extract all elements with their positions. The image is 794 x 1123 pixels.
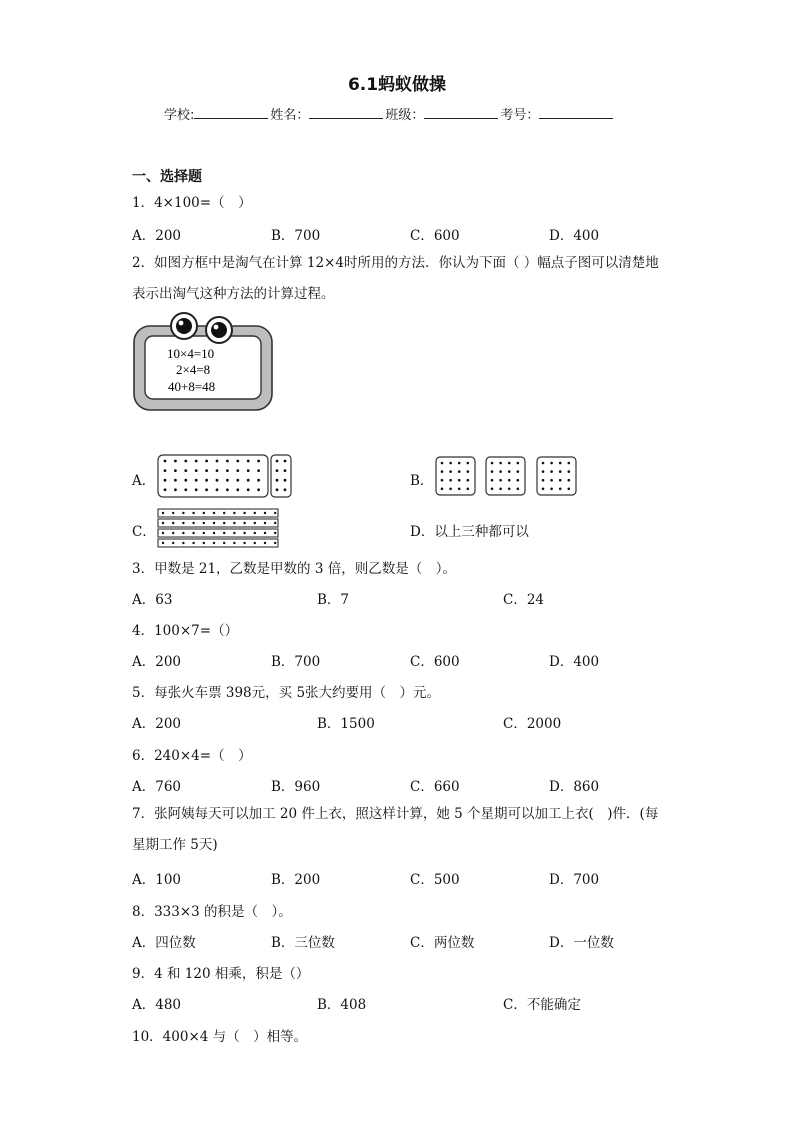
q3-option-b[interactable]: B．7 [317, 592, 350, 608]
dot [508, 470, 511, 473]
dot [458, 488, 461, 491]
dot [213, 522, 215, 524]
dot [274, 512, 276, 514]
dot [203, 522, 205, 524]
dot [205, 479, 208, 482]
dot [213, 542, 215, 544]
q4-option-d[interactable]: D．400 [549, 654, 600, 670]
dot [491, 488, 494, 491]
q8-option-b[interactable]: B．三位数 [271, 935, 335, 951]
exam-no-label: 考号： [500, 108, 540, 123]
dot [174, 460, 177, 463]
dot [172, 542, 174, 544]
dot [517, 479, 520, 482]
dot [517, 462, 520, 465]
q7-option-a[interactable]: A．100 [132, 872, 182, 888]
dot [226, 479, 229, 482]
question-6-stem: 6．240×4=（ ） [132, 748, 252, 764]
dot [192, 512, 194, 514]
dot [184, 479, 187, 482]
dot-grid-option-b [434, 456, 580, 498]
dot [164, 460, 167, 463]
figure-line-1: 10×4=10 [167, 346, 215, 361]
dot [223, 542, 225, 544]
dot [174, 479, 177, 482]
dot [274, 522, 276, 524]
dot [205, 460, 208, 463]
q2-option-d[interactable]: D．以上三种都可以 [410, 524, 529, 540]
dot [508, 479, 511, 482]
dot [276, 469, 279, 472]
question-7-stem: 7．张阿姨每天可以加工 20 件上衣，照这样计算，她 5 个星期可以加工上衣( )件．(每星期工作 5天) [132, 806, 659, 853]
dot [568, 479, 571, 482]
dot [236, 469, 239, 472]
dot [550, 488, 553, 491]
dot [195, 488, 198, 491]
dot [223, 532, 225, 534]
dot-grid-10x4 [164, 460, 260, 492]
dot [226, 469, 229, 472]
q2-option-a[interactable]: A． [132, 473, 156, 489]
q1-option-a[interactable]: A．200 [132, 228, 182, 244]
dot [467, 488, 470, 491]
dot [284, 469, 287, 472]
dot [243, 532, 245, 534]
name-field[interactable] [309, 105, 383, 119]
dot [568, 462, 571, 465]
dot [499, 462, 502, 465]
dot [441, 470, 444, 473]
q4-option-c[interactable]: C．600 [410, 654, 460, 670]
q1-option-c[interactable]: C．600 [410, 228, 460, 244]
section-title: 一、选择题 [132, 169, 202, 185]
q6-option-b[interactable]: B．960 [271, 779, 321, 795]
dot [247, 488, 250, 491]
dot [458, 462, 461, 465]
dot [254, 542, 256, 544]
dot [162, 512, 164, 514]
question-8-stem: 8．333×3 的积是（ ）。 [132, 904, 292, 920]
q8-option-a[interactable]: A．四位数 [132, 935, 196, 951]
dot [192, 522, 194, 524]
dot [236, 488, 239, 491]
q2-option-c[interactable]: C． [132, 524, 156, 540]
dot [559, 479, 562, 482]
dot [458, 470, 461, 473]
dot [491, 462, 494, 465]
q5-option-b[interactable]: B．1500 [317, 716, 375, 732]
dot [467, 479, 470, 482]
dot [247, 460, 250, 463]
dot [264, 532, 266, 534]
dot [182, 512, 184, 514]
q9-option-a[interactable]: A．480 [132, 997, 182, 1013]
dot [550, 470, 553, 473]
tablet-with-eyes-figure [130, 312, 278, 412]
school-label: 学校: [164, 108, 195, 123]
q6-option-d[interactable]: D．860 [549, 779, 600, 795]
dot [184, 460, 187, 463]
dot [542, 479, 545, 482]
dot [276, 460, 279, 463]
dot [257, 460, 260, 463]
q5-option-a[interactable]: A．200 [132, 716, 182, 732]
dot [441, 488, 444, 491]
dot [568, 470, 571, 473]
dot [254, 522, 256, 524]
dot [276, 479, 279, 482]
dot [243, 522, 245, 524]
dot [449, 479, 452, 482]
dot [257, 469, 260, 472]
question-9-stem: 9．4 和 120 相乘，积是（） [132, 966, 310, 982]
dot [517, 488, 520, 491]
dot [223, 522, 225, 524]
dot [216, 488, 219, 491]
dot [449, 462, 452, 465]
dot [195, 479, 198, 482]
dot [226, 460, 229, 463]
dot [491, 479, 494, 482]
dot [182, 532, 184, 534]
question-10-stem: 10．400×4 与（ ）相等。 [132, 1029, 308, 1045]
dot [550, 462, 553, 465]
dot [233, 542, 235, 544]
dot [254, 532, 256, 534]
name-label: 姓名： [270, 108, 310, 123]
dot [542, 462, 545, 465]
dot [226, 488, 229, 491]
dot [182, 522, 184, 524]
dot [174, 488, 177, 491]
class-label: 班级： [385, 108, 425, 123]
q7-option-c[interactable]: C．500 [410, 872, 460, 888]
question-4-stem: 4．100×7=（） [132, 623, 239, 639]
dot [172, 512, 174, 514]
dot [449, 470, 452, 473]
dot [491, 470, 494, 473]
dot [550, 479, 553, 482]
dot [499, 470, 502, 473]
dot [542, 488, 545, 491]
dot [205, 469, 208, 472]
dot [559, 462, 562, 465]
dot [458, 479, 461, 482]
dot [257, 488, 260, 491]
dot [174, 469, 177, 472]
dot [257, 479, 260, 482]
question-2-stem: 2．如图方框中是淘气在计算 12×4时所用的方法．你认为下面（ ）幅点子图可以清楚地表示出淘气这种方法的计算过程。 [132, 255, 659, 302]
dot [162, 522, 164, 524]
dot [236, 479, 239, 482]
q3-option-c[interactable]: C．24 [503, 592, 545, 608]
q9-option-b[interactable]: B．408 [317, 997, 367, 1013]
dot [195, 460, 198, 463]
question-3-stem: 3．甲数是 21，乙数是甲数的 3 倍，则乙数是（ ）。 [132, 561, 456, 577]
dot [441, 479, 444, 482]
dot [284, 460, 287, 463]
dot [216, 479, 219, 482]
dot [467, 462, 470, 465]
dot [233, 512, 235, 514]
dot [499, 479, 502, 482]
dot [172, 522, 174, 524]
dot [568, 488, 571, 491]
dot [243, 512, 245, 514]
dot-grid-option-c [156, 507, 280, 549]
dot [254, 512, 256, 514]
q6-option-c[interactable]: C．660 [410, 779, 460, 795]
dot [243, 542, 245, 544]
q7-option-b[interactable]: B．200 [271, 872, 321, 888]
question-5-stem: 5．每张火车票 398元，买 5张大约要用（ ）元。 [132, 685, 441, 701]
dot [213, 512, 215, 514]
dot [203, 532, 205, 534]
dot [264, 512, 266, 514]
dot [559, 488, 562, 491]
dot [247, 469, 250, 472]
dot [233, 522, 235, 524]
dot [276, 488, 279, 491]
dot [162, 542, 164, 544]
q2-option-b[interactable]: B． [410, 473, 434, 489]
dot [164, 488, 167, 491]
dot [216, 469, 219, 472]
q3-option-a[interactable]: A．63 [132, 592, 173, 608]
dot [274, 532, 276, 534]
dot [184, 469, 187, 472]
dot [164, 469, 167, 472]
q8-option-d[interactable]: D．一位数 [549, 935, 614, 951]
q4-option-b[interactable]: B．700 [271, 654, 321, 670]
q7-option-d[interactable]: D．700 [549, 872, 600, 888]
dot [203, 542, 205, 544]
dot [233, 532, 235, 534]
school-field[interactable] [194, 105, 268, 119]
dot [162, 532, 164, 534]
dot [264, 522, 266, 524]
figure-line-3: 40+8=48 [168, 379, 216, 394]
dot [467, 470, 470, 473]
dot [203, 512, 205, 514]
q8-option-c[interactable]: C．两位数 [410, 935, 475, 951]
dot [284, 479, 287, 482]
dot [216, 460, 219, 463]
question-1-stem: 1．4×100=（ ） [132, 195, 252, 211]
figure-line-2: 2×4=8 [176, 362, 211, 377]
q9-option-c[interactable]: C．不能确定 [503, 997, 581, 1013]
dot [213, 532, 215, 534]
dot [542, 470, 545, 473]
dot [508, 462, 511, 465]
dot [441, 462, 444, 465]
dot [264, 542, 266, 544]
dot [195, 469, 198, 472]
dot [508, 488, 511, 491]
dot-grid-2x4 [276, 460, 287, 492]
exam-no-field[interactable] [539, 105, 613, 119]
page-title: 6.1蚂蚁做操 [347, 75, 447, 95]
dot-grid-option-a [156, 454, 294, 498]
dot [274, 542, 276, 544]
q1-option-d[interactable]: D．400 [549, 228, 600, 244]
dot-grid-three-4x4 [441, 462, 570, 490]
dot [192, 532, 194, 534]
q6-option-a[interactable]: A．760 [132, 779, 182, 795]
student-info-line [164, 104, 615, 123]
dot [223, 512, 225, 514]
dot [559, 470, 562, 473]
dot [236, 460, 239, 463]
dot [517, 470, 520, 473]
class-field[interactable] [424, 105, 498, 119]
dot [184, 488, 187, 491]
dot [499, 488, 502, 491]
q4-option-a[interactable]: A．200 [132, 654, 182, 670]
dot [449, 488, 452, 491]
dot [284, 488, 287, 491]
dot [172, 532, 174, 534]
dot [247, 479, 250, 482]
dot [192, 542, 194, 544]
q1-option-b[interactable]: B．700 [271, 228, 321, 244]
dot [182, 542, 184, 544]
dot [205, 488, 208, 491]
dot [164, 479, 167, 482]
q5-option-c[interactable]: C．2000 [503, 716, 562, 732]
